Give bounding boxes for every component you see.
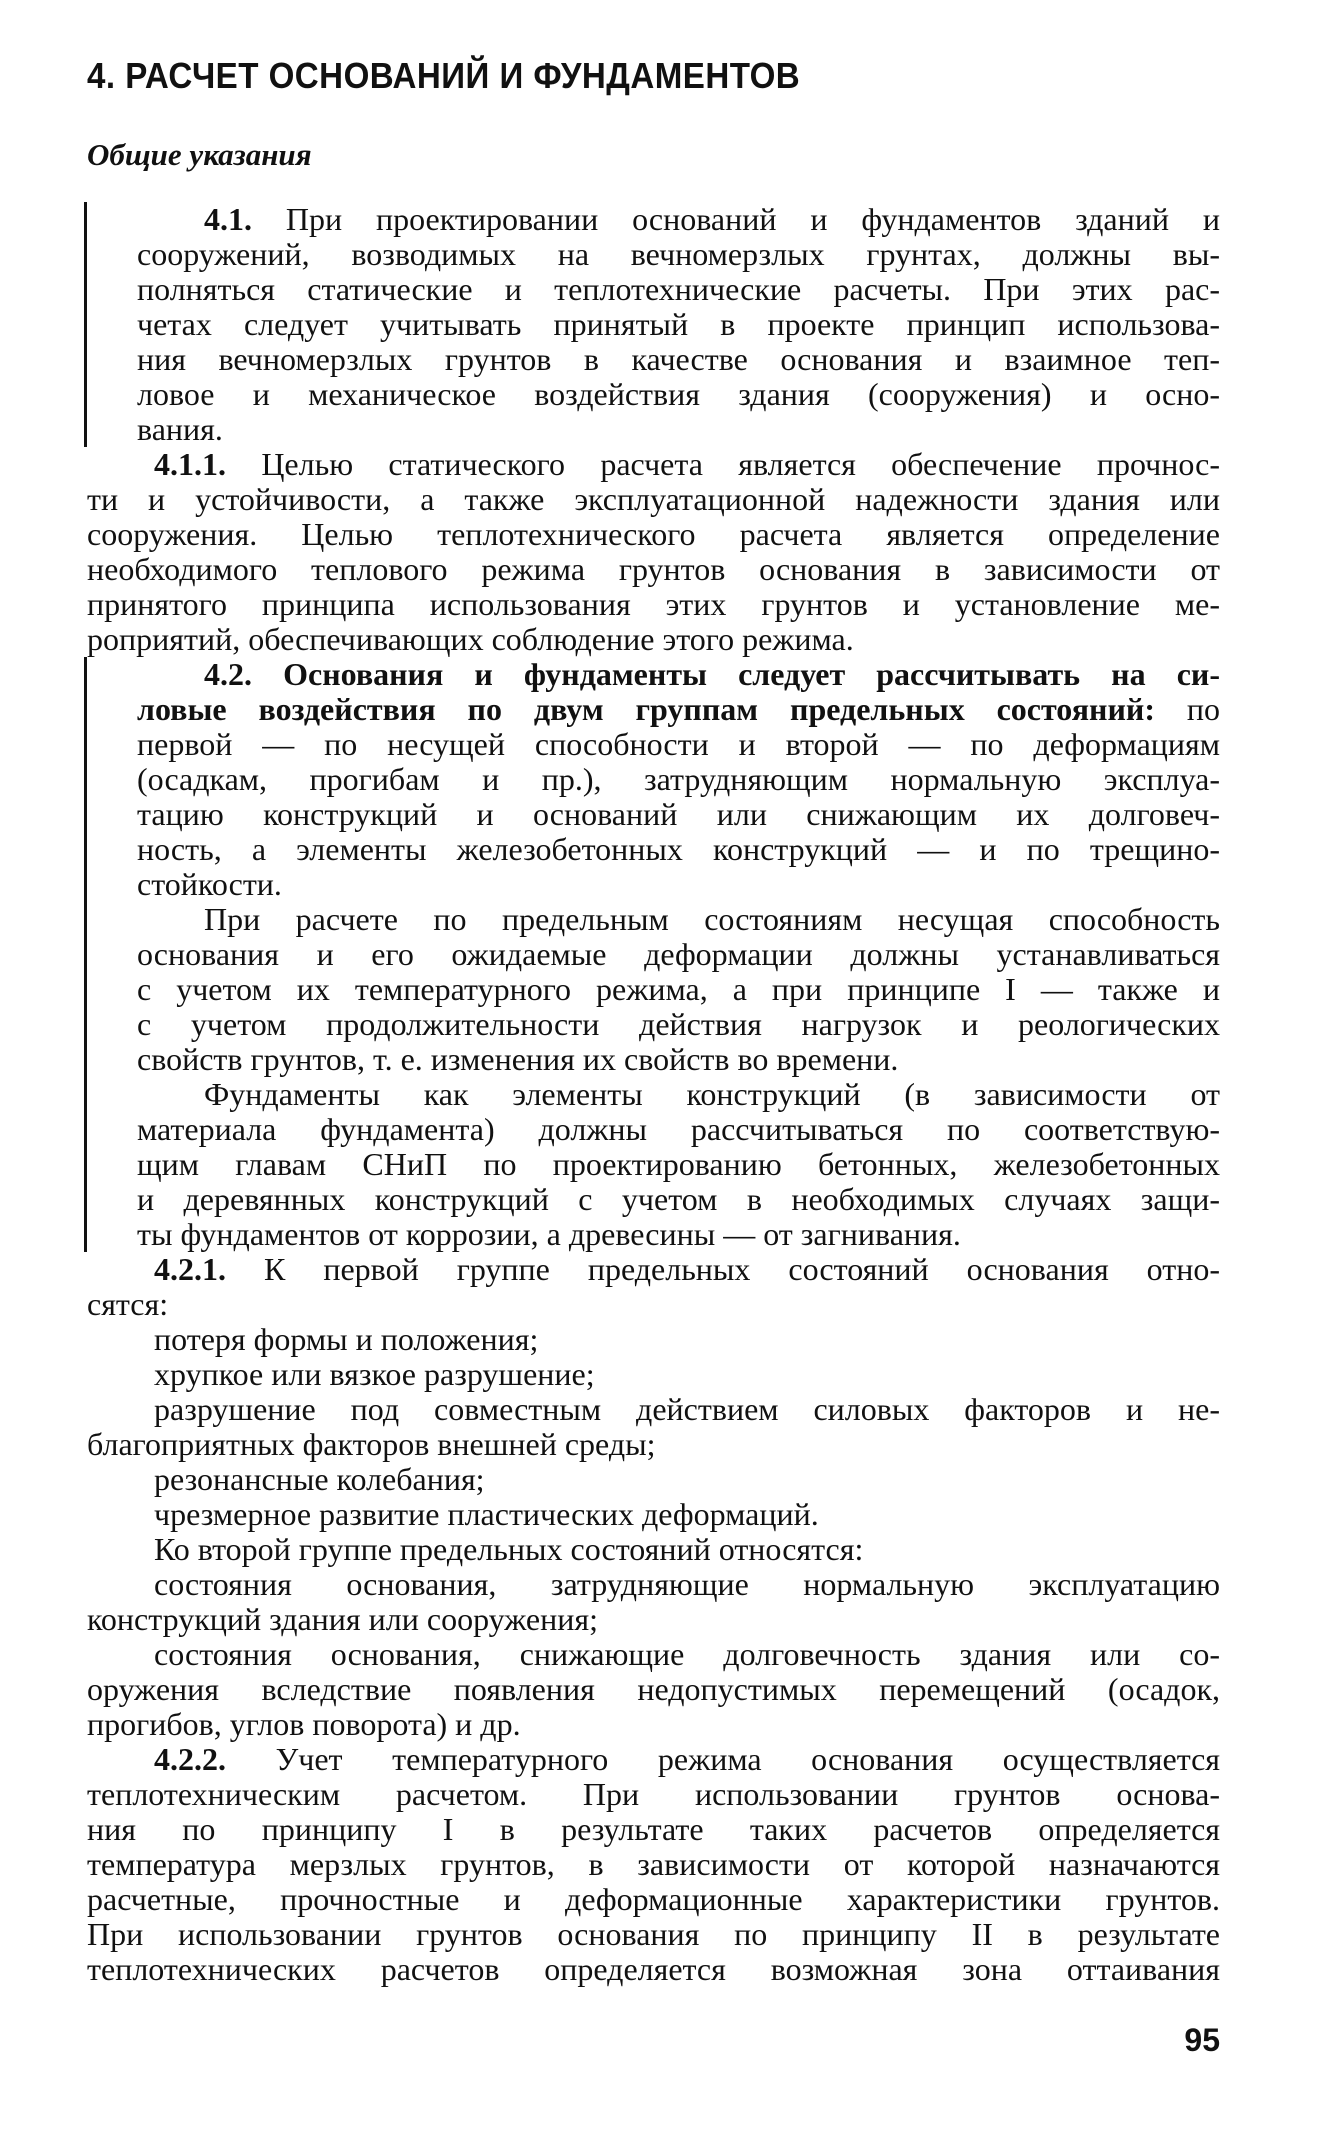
text-line [87, 447, 1220, 482]
line-text: ловое и механическое воздействия здания (сооружения) и осно- [137, 376, 1220, 412]
line-text: и деревянных конструкций с учетом в необходимых случаях защи- [137, 1181, 1220, 1217]
text-line [87, 1952, 1220, 1987]
paragraph [87, 1567, 1220, 1637]
text-line [137, 1007, 1220, 1042]
line-text: принятого принципа использования этих грунтов и установление ме- [87, 586, 1220, 622]
bold-text: Основания и фундаменты следует рассчитывать на си- [283, 656, 1221, 692]
line-text: теплотехническим расчетом. При использовании грунтов основа- [87, 1776, 1220, 1812]
paragraph [87, 1252, 1220, 1322]
line-text: благоприятных факторов внешней среды; [87, 1426, 656, 1462]
line-text: материала фундамента) должны рассчитываться по соответствую- [137, 1111, 1220, 1147]
paragraph [87, 202, 1220, 447]
line-text: чрезмерное развитие пластических деформаций. [154, 1496, 819, 1532]
text-line [87, 1252, 1220, 1287]
line-text: состояния основания, затрудняющие нормальную эксплуатацию [154, 1566, 1220, 1602]
line-text: стойкости. [137, 866, 282, 902]
text-line [87, 1707, 1220, 1742]
line-text: свойств грунтов, т. е. изменения их свойств во времени. [137, 1041, 899, 1077]
line-text: тацию конструкций и оснований или снижающим их долговеч- [137, 796, 1220, 832]
text-line [87, 1812, 1220, 1847]
line-text: теплотехнических расчетов определяется возможная зона оттаивания [87, 1951, 1220, 1987]
text-line [137, 797, 1220, 832]
line-text: роприятий, обеспечивающих соблюдение этого режима. [87, 621, 854, 657]
text-line [137, 202, 1220, 237]
text-line [87, 1917, 1220, 1952]
line-text: состояния основания, снижающие долговечность здания или со- [154, 1636, 1220, 1672]
text-line [87, 587, 1220, 622]
line-text: четах следует учитывать принятый в проекте принцип использова- [137, 306, 1220, 342]
text-line [87, 1322, 1220, 1357]
line-text: разрушение под совместным действием силовых факторов и не- [154, 1391, 1220, 1427]
line-text: первой — по несущей способности и второй — по деформациям [137, 726, 1220, 762]
text-line [137, 832, 1220, 867]
text-line [87, 1392, 1220, 1427]
text-line [87, 1532, 1220, 1567]
text-line [137, 1112, 1220, 1147]
paragraph [87, 1322, 1220, 1357]
line-text: ти и устойчивости, а также эксплуатационной надежности здания или [87, 481, 1220, 517]
line-text: полняться статические и теплотехнические расчеты. При этих рас- [137, 271, 1220, 307]
text-line [87, 1462, 1220, 1497]
bold-text: ловые воздействия по двум группам предельных состояний: [137, 691, 1155, 727]
line-text: с учетом их температурного режима, а при принципе I — также и [137, 971, 1220, 1007]
paragraph [87, 1497, 1220, 1532]
text-line [87, 1567, 1220, 1602]
text-line [87, 1847, 1220, 1882]
line-text: вания. [137, 411, 223, 447]
text-line [87, 482, 1220, 517]
line-text: сооружений, возводимых на вечномерзлых грунтах, должны вы- [137, 236, 1220, 272]
text-line [87, 1672, 1220, 1707]
paragraph [87, 1742, 1220, 1987]
paragraph [87, 902, 1220, 1077]
paragraph [87, 1077, 1220, 1252]
text-line [137, 1182, 1220, 1217]
text-line [137, 377, 1220, 412]
line-text: ния по принципу I в результате таких расчетов определяется [87, 1811, 1220, 1847]
line-text: по [1154, 691, 1221, 727]
text-line [87, 1427, 1220, 1462]
paragraph [87, 1637, 1220, 1742]
document-body [87, 202, 1220, 1987]
paragraph [87, 1357, 1220, 1392]
line-text: необходимого теплового режима грунтов основания в зависимости от [87, 551, 1220, 587]
line-text: резонансные колебания; [154, 1461, 485, 1497]
clause-number: 4.1.1. [154, 446, 226, 482]
line-text: Ко второй группе предельных состояний относятся: [154, 1531, 864, 1567]
line-text: При расчете по предельным состояниям несущая способность [204, 901, 1220, 937]
clause-number: 4.1. [204, 201, 252, 237]
text-line [137, 1147, 1220, 1182]
line-text: расчетные, прочностные и деформационные характеристики грунтов. [87, 1881, 1220, 1917]
text-line [87, 1777, 1220, 1812]
paragraph [87, 657, 1220, 902]
text-line [137, 1217, 1220, 1252]
clause-number: 4.2.1. [154, 1251, 226, 1287]
section-title: 4. РАСЧЕТ ОСНОВАНИЙ И ФУНДАМЕНТОВ [87, 55, 801, 96]
line-text: Учет температурного режима основания осуществляется [275, 1741, 1220, 1777]
line-text: сятся: [87, 1286, 169, 1322]
line-text: ность, а элементы железобетонных конструкций — и по трещино- [137, 831, 1220, 867]
line-text: основания и его ожидаемые деформации должны устанавливаться [137, 936, 1220, 972]
text-line [137, 307, 1220, 342]
line-text: К первой группе предельных состояний основания отно- [264, 1251, 1220, 1287]
text-line [137, 762, 1220, 797]
paragraph [87, 1392, 1220, 1462]
text-line [87, 622, 1220, 657]
text-line [137, 657, 1220, 692]
text-line [137, 237, 1220, 272]
text-line [87, 1287, 1220, 1322]
text-line [137, 727, 1220, 762]
text-line [137, 972, 1220, 1007]
line-text: ты фундаментов от коррозии, а древесины — от загнивания. [137, 1216, 961, 1252]
line-text: При проектировании оснований и фундаментов зданий и [285, 201, 1221, 237]
text-line [137, 342, 1220, 377]
text-line [87, 552, 1220, 587]
text-line [137, 867, 1220, 902]
line-text: (осадкам, прогибам и пр.), затрудняющим нормальную эксплуа- [137, 761, 1220, 797]
line-text: потеря формы и положения; [154, 1321, 539, 1357]
text-line [87, 517, 1220, 552]
line-text: ния вечномерзлых грунтов в качестве основания и взаимное теп- [137, 341, 1220, 377]
text-line [137, 902, 1220, 937]
page-number: 95 [1184, 2022, 1220, 2058]
clause-number: 4.2. [204, 656, 252, 692]
text-line [137, 1077, 1220, 1112]
line-text: Целью статического расчета является обеспечение прочнос- [261, 446, 1221, 482]
paragraph [87, 1532, 1220, 1567]
text-line [87, 1882, 1220, 1917]
line-text: Фундаменты как элементы конструкций (в зависимости от [204, 1076, 1220, 1112]
paragraph [87, 1462, 1220, 1497]
subsection-title: Общие указания [87, 137, 312, 172]
line-text: хрупкое или вязкое разрушение; [154, 1356, 595, 1392]
text-line [87, 1602, 1220, 1637]
line-text: щим главам СНиП по проектированию бетонных, железобетонных [137, 1146, 1220, 1182]
text-line [137, 937, 1220, 972]
line-text: с учетом продолжительности действия нагрузок и реологических [137, 1006, 1220, 1042]
line-text: сооружения. Целью теплотехнического расчета является определение [87, 516, 1220, 552]
text-line [87, 1357, 1220, 1392]
line-text: оружения вследствие появления недопустимых перемещений (осадок, [87, 1671, 1220, 1707]
line-text: конструкций здания или сооружения; [87, 1601, 598, 1637]
clause-number: 4.2.2. [154, 1741, 226, 1777]
text-line [137, 1042, 1220, 1077]
text-line [137, 412, 1220, 447]
paragraph [87, 447, 1220, 657]
line-text: При использовании грунтов основания по принципу II в результате [87, 1916, 1220, 1952]
text-line [87, 1742, 1220, 1777]
line-text: температура мерзлых грунтов, в зависимости от которой назначаются [87, 1846, 1220, 1882]
text-line [87, 1497, 1220, 1532]
text-line [87, 1637, 1220, 1672]
text-line [137, 692, 1220, 727]
text-line [137, 272, 1220, 307]
line-text: прогибов, углов поворота) и др. [87, 1706, 521, 1742]
